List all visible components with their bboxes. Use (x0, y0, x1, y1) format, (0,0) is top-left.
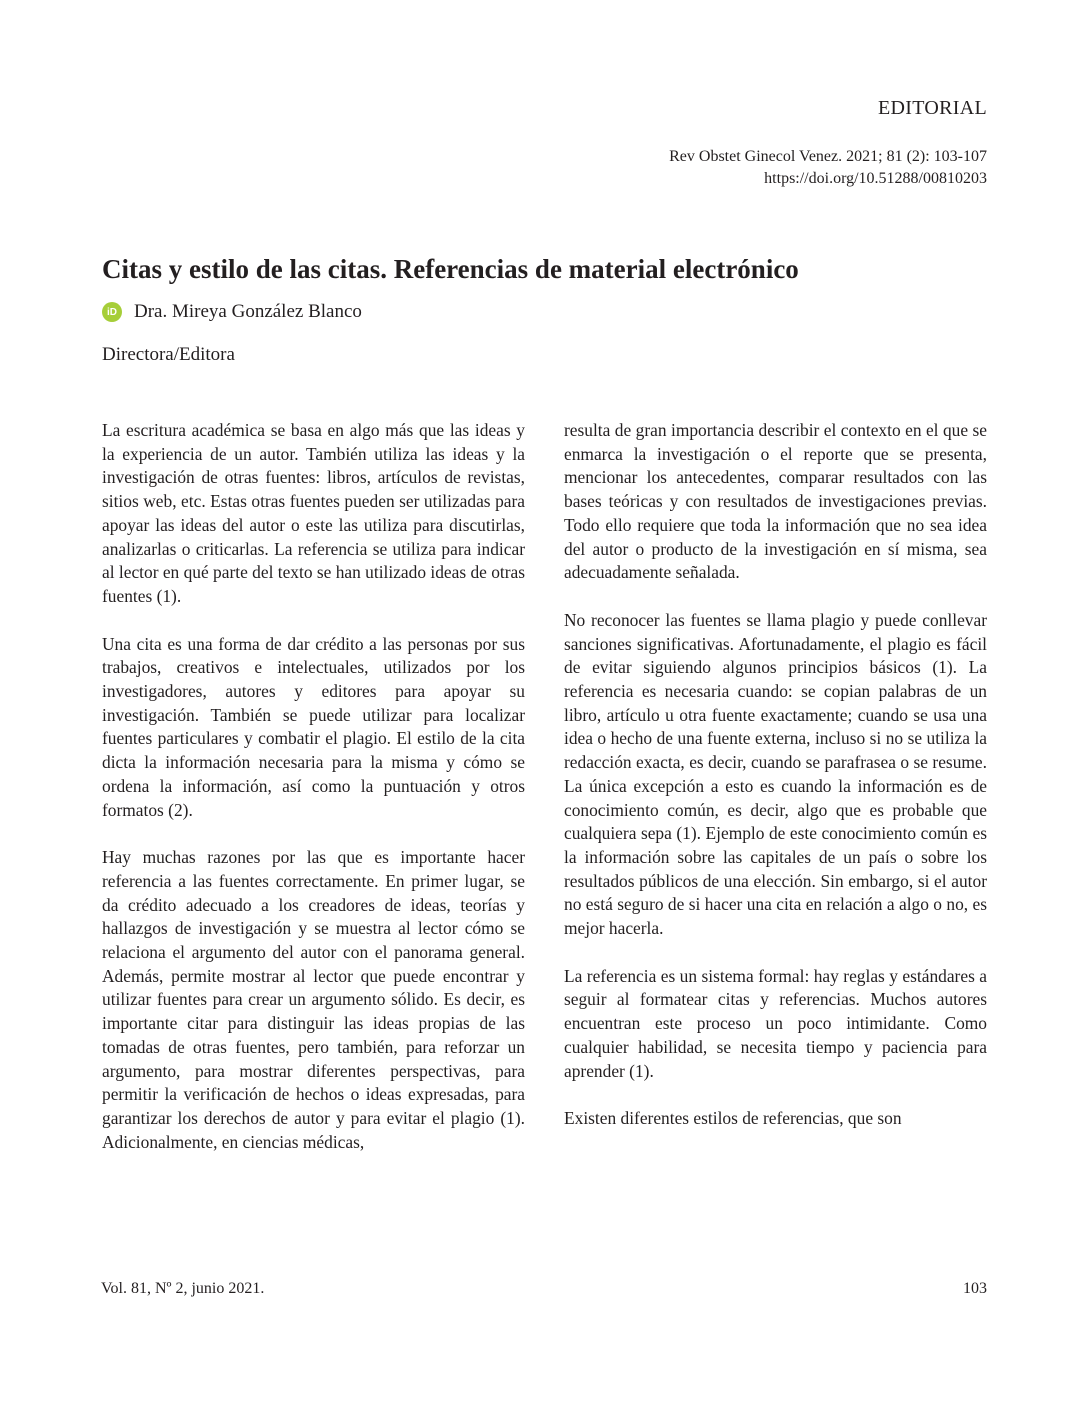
paragraph: No reconocer las fuentes se llama plagio y puede conllevar sanciones significativas. Afortunadamente, el plagio es fácil de evitar siguiendo algunos principios básicos (1). La referencia es necesaria cuando: se copian palabras de un libro, artículo u otra fuente exactamente; cuando se usa una idea o hecho de una fuente externa, incluso si no se utiliza la redacción exacta, es decir, cuando se parafrasea o se resume. La única excepción a esto es cuando la información es de conocimiento común, es decir, algo que es probable que cualquiera sepa (1). Ejemplo de este conocimiento común es la información sobre las capitales de un país o sobre los resultados públicos de una elección. Sin embargo, si el autor no está seguro de si hacer una cita en relación a algo o no, es mejor hacerla. (564, 609, 987, 939)
page-number: 103 (963, 1280, 987, 1297)
journal-citation (669, 146, 987, 190)
paragraph: Existen diferentes estilos de referencias, que son (564, 1108, 902, 1129)
article-title: Citas y estilo de las citas. Referencias de material electrónico (102, 254, 799, 284)
paragraph: resulta de gran importancia describir el contexto en el que se enmarca la investigación o el reporte que se presenta, mencionar los antecedentes, comparar resultados con las bases teóricas y con resultados de investigaciones previas. Todo ello requiere que toda la información que no sea idea del autor o producto de la investigación en sí misma, sea adecuadamente señalada. (564, 420, 987, 583)
orcid-icon[interactable]: iD (102, 302, 122, 322)
paragraph: La escritura académica se basa en algo más que las ideas y la experiencia de un autor. También utiliza las ideas y la investigación de otras fuentes: libros, artículos de revistas, sitios web, etc. Estas otras fuentes pueden ser utilizadas para apoyar las ideas del autor o este las utiliza para discutirlas, analizarlas o criticarlas. La referencia se utiliza para indicar al lector en qué parte del texto se han utilizado ideas de otras fuentes (1). (102, 420, 526, 606)
paragraph: Hay muchas razones por las que es importante hacer referencia a las fuentes correctamente. En primer lugar, se da crédito adecuado a los creadores de ideas, teorías y hallazgos de investigación y se muestra al lector cómo se relaciona el argumento del autor con el panorama general. Además, permite mostrar al lector que puede encontrar y utilizar fuentes para crear un argumento sólido. Es decir, es importante citar para distinguir las ideas propias de las tomadas de otras fuentes, pero también, para reforzar un argumento, para mostrar diferentes perspectivas, para permitir la verificación de hechos o ideas expresadas, para garantizar los derechos de autor y para evitar el plagio (1). Adicionalmente, en ciencias médicas, (102, 847, 525, 1152)
section-label: EDITORIAL (878, 97, 987, 119)
author-affiliation: Directora/Editora (102, 344, 235, 365)
footer-issue: Vol. 81, Nº 2, junio 2021. (101, 1280, 265, 1297)
doi-link[interactable]: https://doi.org/10.51288/00810203 (764, 170, 987, 187)
body-column-left (102, 419, 525, 1178)
paragraph: La referencia es un sistema formal: hay reglas y estándares a seguir al formatear citas y referencias. Muchos autores encuentran este proceso un poco intimidante. Como cualquier habilidad, se necesita tiempo y paciencia para aprender (1). (564, 965, 987, 1081)
author-name: Dra. Mireya González Blanco (134, 301, 362, 322)
body-column-right (564, 419, 987, 1155)
author-row (102, 301, 362, 323)
paragraph: Una cita es una forma de dar crédito a las personas por sus trabajos, creativos e intelectuales, utilizados por los investigadores, autores y editores para apoyar su investigación. También se puede utilizar para localizar fuentes particulares y combatir el plagio. El estilo de la cita dicta la información necesaria para la misma y cómo se ordena la información, así como la puntuación y otros formatos (2). (102, 633, 525, 820)
citation-reference: Rev Obstet Ginecol Venez. 2021; 81 (2): 103-107 (669, 148, 987, 165)
